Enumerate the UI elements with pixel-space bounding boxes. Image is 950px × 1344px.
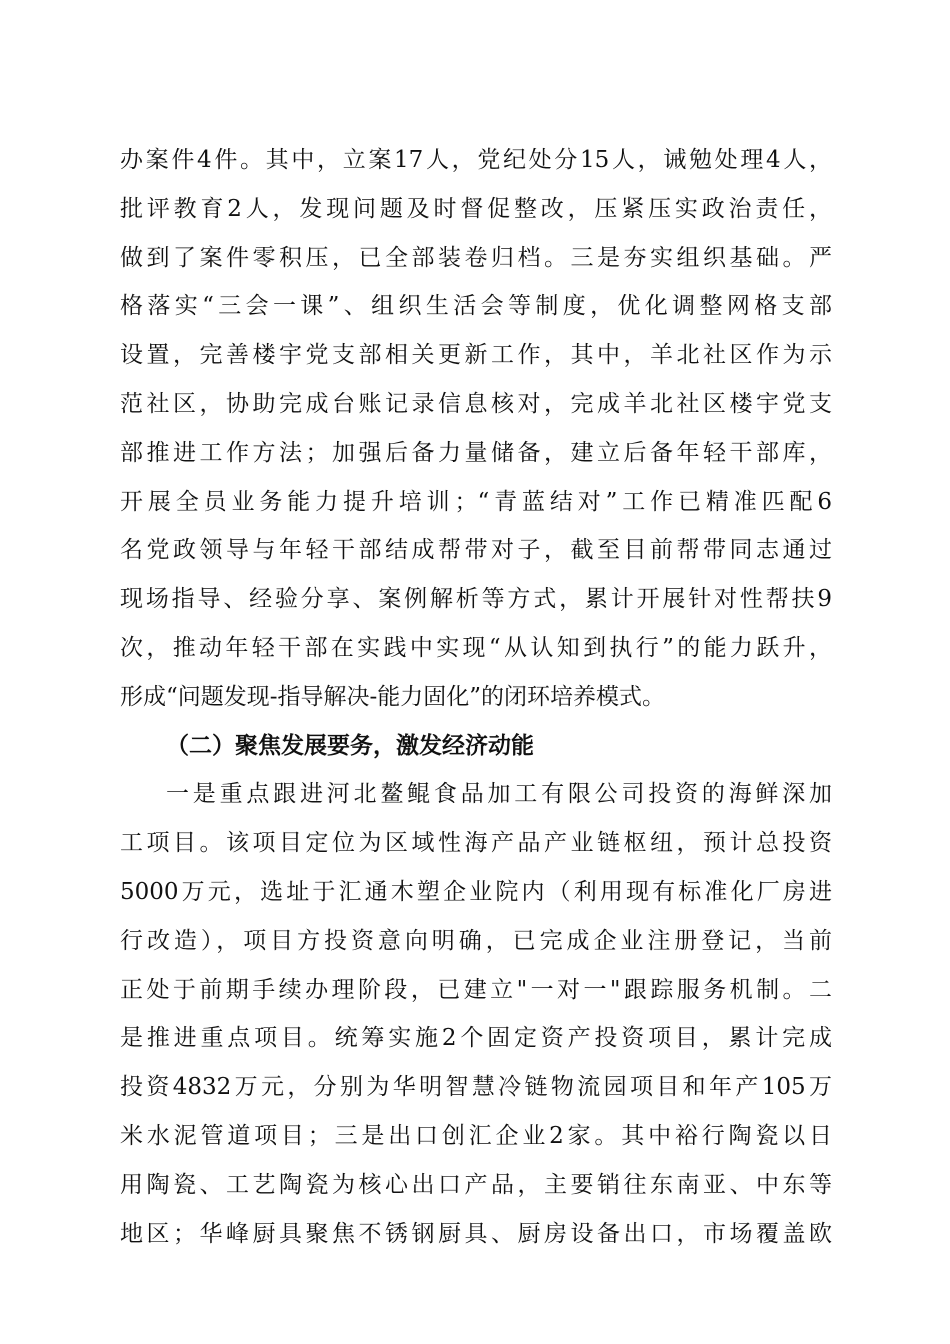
text-line: 名党政领导与年轻干部结成帮带对子，截至目前帮带同志通过 (120, 537, 832, 564)
text-line: 用陶瓷、工艺陶瓷为核心出口产品，主要销往东南亚、中东等 (120, 1171, 832, 1198)
text-line: 部推进工作方法；加强后备力量储备，建立后备年轻干部库， (120, 439, 832, 466)
text-line: 行改造），项目方投资意向明确，已完成企业注册登记，当前 (120, 927, 832, 954)
text-line: 设置，完善楼宇党支部相关更新工作，其中，羊北社区作为示 (120, 342, 832, 369)
text-line: 现场指导、经验分享、案例解析等方式，累计开展针对性帮扶9 (120, 586, 832, 613)
document-body (120, 136, 832, 1258)
paragraph-organization (120, 136, 832, 722)
text-line: 做到了案件零积压，已全部装卷归档。三是夯实组织基础。严 (120, 244, 832, 271)
text-line: 批评教育2人，发现问题及时督促整改，压紧压实政治责任， (120, 195, 832, 222)
heading-line: （二）聚焦发展要务，激发经济动能 (166, 731, 534, 759)
text-line: 5000万元，选址于汇通木塑企业院内（利用现有标准化厂房进 (120, 878, 832, 905)
section-heading (120, 722, 832, 771)
paragraph-economy (120, 770, 832, 1258)
text-line: 开展全员业务能力提升培训；“青蓝结对”工作已精准匹配6 (120, 488, 832, 515)
text-line: 正处于前期手续办理阶段，已建立"一对一"跟踪服务机制。二 (120, 976, 832, 1003)
text-line: 次，推动年轻干部在实践中实现“从认知到执行”的能力跃升， (120, 634, 832, 661)
text-line: 是推进重点项目。统筹实施2个固定资产投资项目，累计完成 (120, 1025, 832, 1052)
text-line: 形成“问题发现-指导解决-能力固化”的闭环培养模式。 (120, 683, 666, 710)
text-line: 工项目。该项目定位为区域性海产品产业链枢纽，预计总投资 (120, 830, 832, 857)
text-line: 办案件4件。其中，立案17人，党纪处分15人，诫勉处理4人， (120, 147, 832, 173)
text-line: 一是重点跟进河北鳌鲲食品加工有限公司投资的海鲜深加 (166, 781, 832, 808)
text-line: 地区；华峰厨具聚焦不锈钢厨具、厨房设备出口，市场覆盖欧 (120, 1220, 832, 1247)
text-line: 格落实“三会一课”、组织生活会等制度，优化调整网格支部 (120, 293, 832, 320)
text-line: 范社区，协助完成台账记录信息核对，完成羊北社区楼宇党支 (120, 390, 832, 417)
text-line: 投资4832万元，分别为华明智慧冷链物流园项目和年产105万 (120, 1074, 832, 1101)
text-line: 米水泥管道项目；三是出口创汇企业2家。其中裕行陶瓷以日 (120, 1122, 832, 1149)
